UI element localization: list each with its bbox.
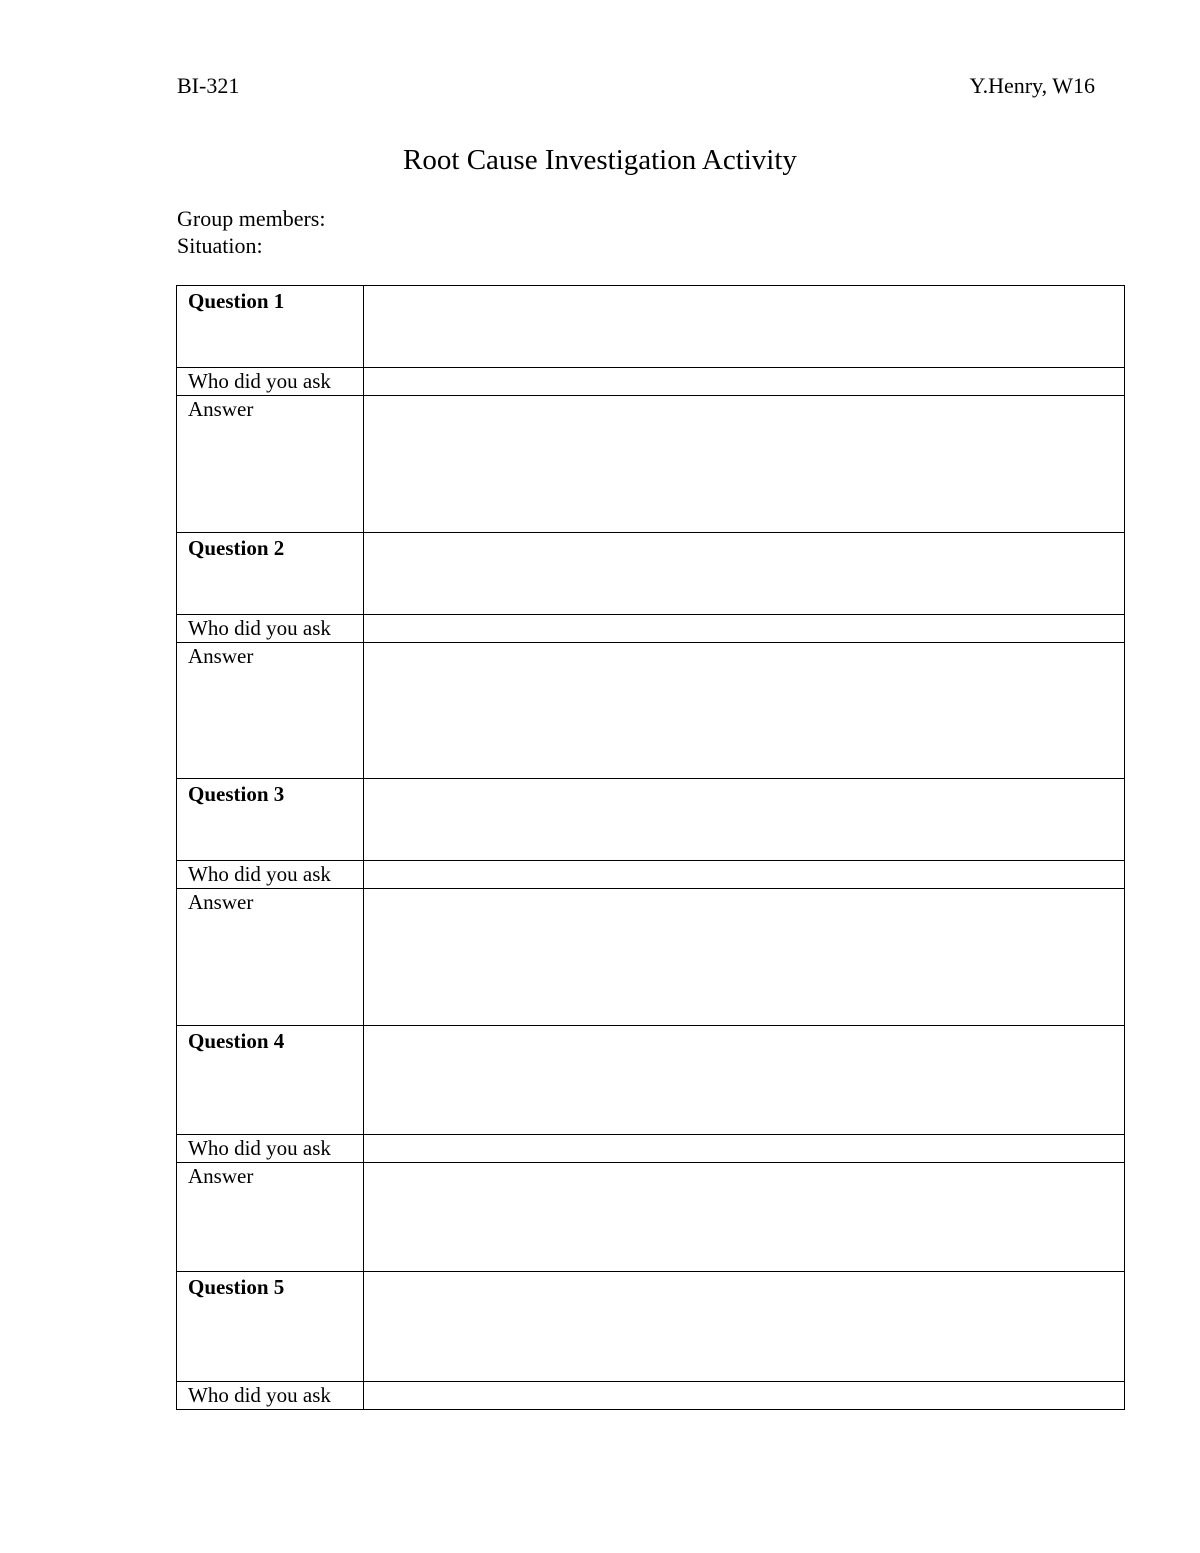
question-input-cell[interactable] bbox=[364, 533, 1125, 615]
answer-input-cell[interactable] bbox=[364, 1163, 1125, 1272]
answer-label: Answer bbox=[177, 889, 364, 1026]
answer-input-cell[interactable] bbox=[364, 643, 1125, 779]
question-row bbox=[177, 1272, 1125, 1382]
ask-label: Who did you ask bbox=[177, 368, 364, 396]
question-input-cell[interactable] bbox=[364, 779, 1125, 861]
question-input-cell[interactable] bbox=[364, 286, 1125, 368]
ask-row bbox=[177, 1135, 1125, 1163]
question-row bbox=[177, 779, 1125, 861]
ask-input-cell[interactable] bbox=[364, 861, 1125, 889]
question-row bbox=[177, 1026, 1125, 1135]
ask-input-cell[interactable] bbox=[364, 1382, 1125, 1410]
answer-row bbox=[177, 396, 1125, 533]
question-input-cell[interactable] bbox=[364, 1026, 1125, 1135]
question-row bbox=[177, 286, 1125, 368]
page-title: Root Cause Investigation Activity bbox=[403, 144, 797, 176]
investigation-table bbox=[176, 285, 1125, 1410]
question-label: Question 3 bbox=[177, 779, 364, 861]
ask-label: Who did you ask bbox=[177, 1135, 364, 1163]
answer-row bbox=[177, 889, 1125, 1026]
situation-label: Situation: bbox=[177, 233, 263, 258]
ask-row bbox=[177, 615, 1125, 643]
answer-label: Answer bbox=[177, 643, 364, 779]
answer-label: Answer bbox=[177, 396, 364, 533]
answer-row bbox=[177, 1163, 1125, 1272]
ask-input-cell[interactable] bbox=[364, 368, 1125, 396]
ask-row bbox=[177, 861, 1125, 889]
question-row bbox=[177, 533, 1125, 615]
ask-row bbox=[177, 1382, 1125, 1410]
question-label: Question 2 bbox=[177, 533, 364, 615]
ask-input-cell[interactable] bbox=[364, 615, 1125, 643]
ask-input-cell[interactable] bbox=[364, 1135, 1125, 1163]
ask-row bbox=[177, 368, 1125, 396]
question-label: Question 5 bbox=[177, 1272, 364, 1382]
ask-label: Who did you ask bbox=[177, 1382, 364, 1410]
answer-label: Answer bbox=[177, 1163, 364, 1272]
answer-input-cell[interactable] bbox=[364, 889, 1125, 1026]
author-term: Y.Henry, W16 bbox=[969, 73, 1095, 98]
course-code: BI-321 bbox=[177, 73, 240, 98]
answer-input-cell[interactable] bbox=[364, 396, 1125, 533]
question-label: Question 4 bbox=[177, 1026, 364, 1135]
group-members-label: Group members: bbox=[177, 206, 326, 231]
ask-label: Who did you ask bbox=[177, 861, 364, 889]
question-input-cell[interactable] bbox=[364, 1272, 1125, 1382]
question-label: Question 1 bbox=[177, 286, 364, 368]
answer-row bbox=[177, 643, 1125, 779]
ask-label: Who did you ask bbox=[177, 615, 364, 643]
